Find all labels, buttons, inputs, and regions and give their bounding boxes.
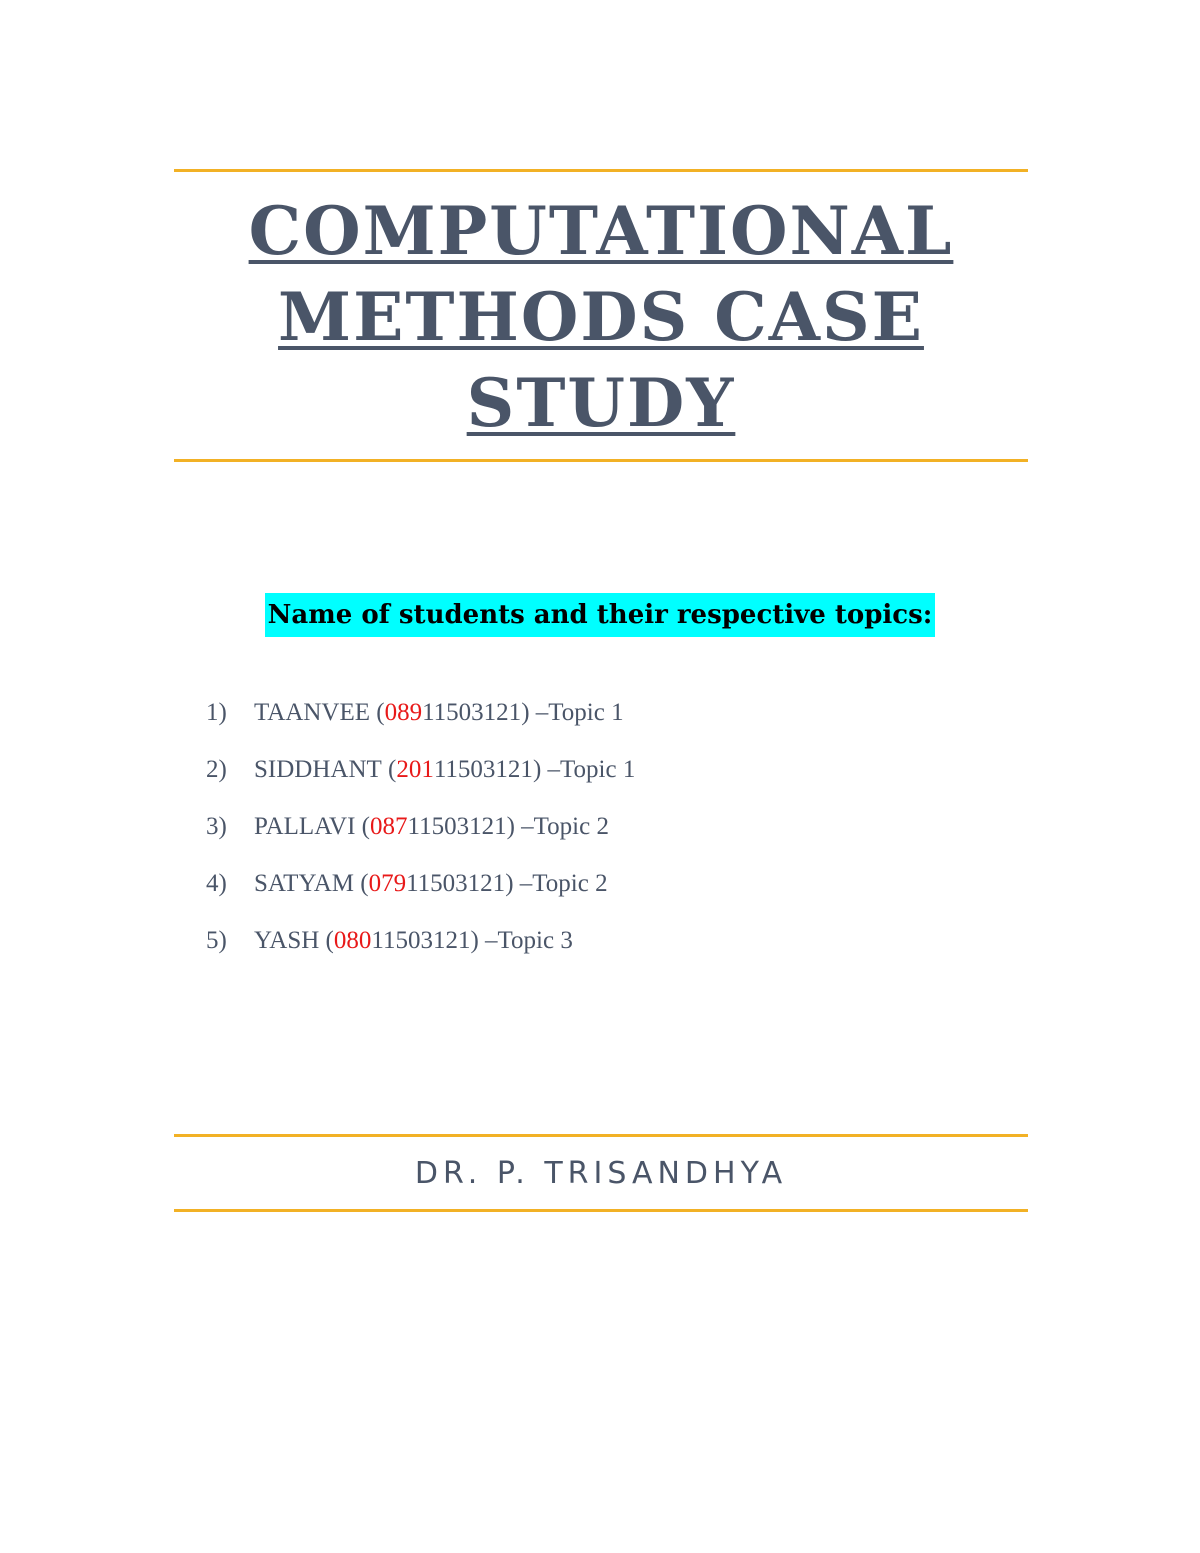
student-topic: Topic 2 (533, 812, 609, 840)
student-name: SATYAM (254, 869, 355, 897)
student-topic: Topic 2 (532, 869, 608, 897)
student-topic: Topic 3 (497, 926, 573, 954)
student-topic: Topic 1 (560, 755, 636, 783)
list-item: 1) TAANVEE ( 089 11503121 ) – Topic 1 (206, 698, 624, 726)
list-number: 2) (206, 755, 227, 783)
author-top-rule (174, 1134, 1028, 1137)
title-line: COMPUTATIONAL (248, 192, 954, 270)
author-bottom-rule (174, 1209, 1028, 1212)
student-id-rest: 11503121 (422, 698, 522, 726)
student-name: PALLAVI (254, 812, 356, 840)
list-item: 5) YASH ( 080 11503121 ) – Topic 3 (206, 926, 573, 954)
title-line: METHODS CASE (278, 278, 924, 356)
student-id-highlight: 087 (370, 812, 408, 840)
list-number: 4) (206, 869, 227, 897)
subheading: Name of students and their respective topics: (265, 593, 936, 637)
student-id-rest: 11503121 (406, 869, 506, 897)
student-topic: Topic 1 (548, 698, 624, 726)
student-id-rest: 11503121 (433, 755, 533, 783)
student-id-highlight: 079 (368, 869, 407, 897)
list-number: 3) (206, 812, 227, 840)
student-id-highlight: 080 (333, 926, 372, 954)
student-id-rest: 11503121 (407, 812, 507, 840)
subheading-container (0, 593, 1200, 637)
student-list (206, 684, 635, 969)
top-rule (174, 169, 1028, 172)
student-name: YASH (254, 926, 320, 954)
list-item: 3) PALLAVI ( 087 11503121 ) – Topic 2 (206, 812, 609, 840)
list-item: 4) SATYAM ( 079 11503121 ) – Topic 2 (206, 869, 608, 897)
list-number: 1) (206, 698, 227, 726)
student-id-highlight: 201 (396, 755, 434, 783)
list-number: 5) (206, 926, 227, 954)
list-item: 2) SIDDHANT ( 201 11503121 ) – Topic 1 (206, 755, 636, 783)
title-line: STUDY (466, 364, 736, 442)
document-title (174, 188, 1028, 446)
author-name: DR. P. TRISANDHYA (414, 1156, 788, 1191)
student-id-highlight: 089 (384, 698, 423, 726)
title-bottom-rule (174, 459, 1028, 462)
student-name: SIDDHANT (254, 755, 382, 783)
student-id-rest: 11503121 (371, 926, 471, 954)
student-name: TAANVEE (254, 698, 371, 726)
